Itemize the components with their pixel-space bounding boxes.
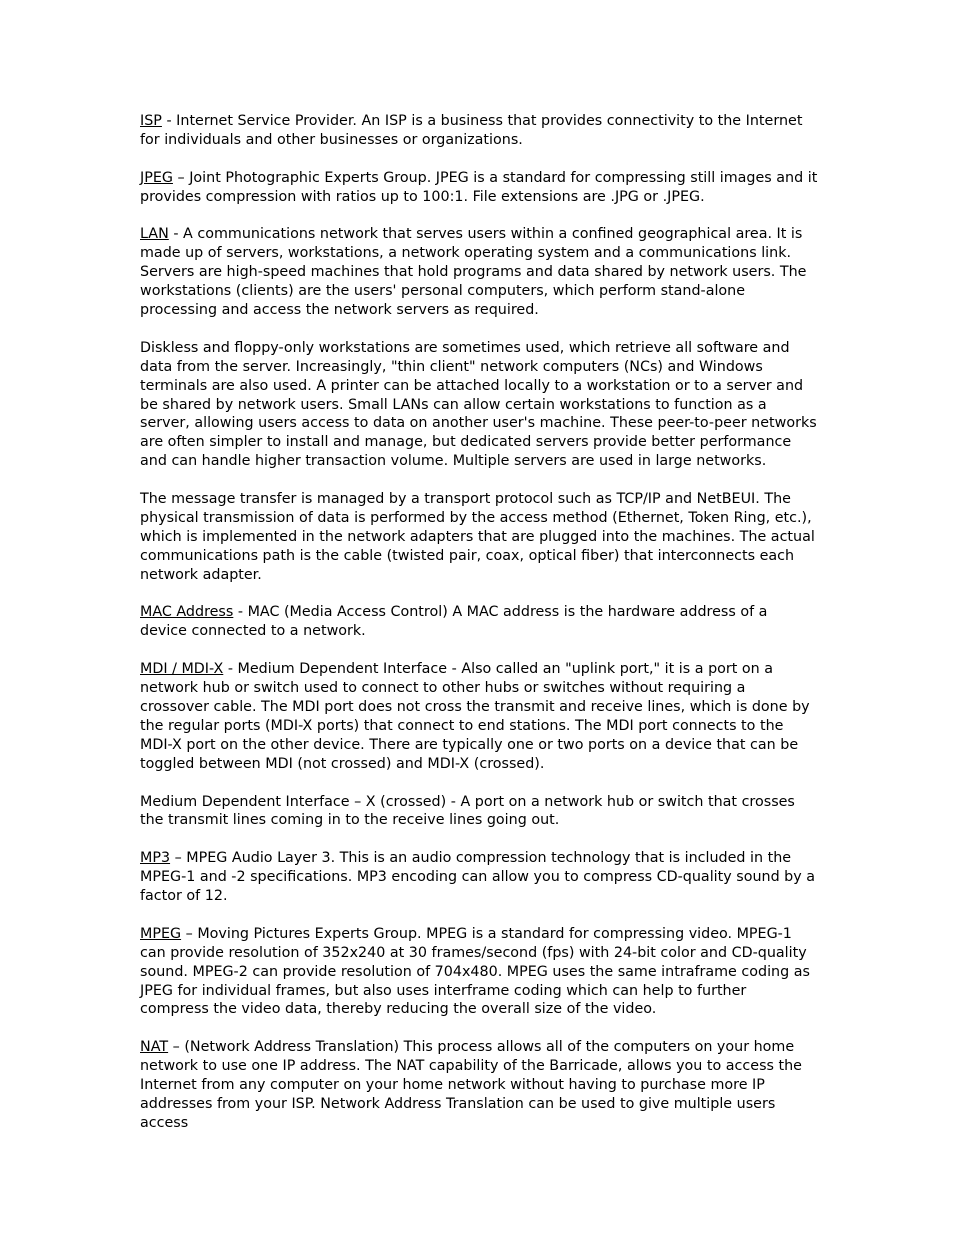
term-isp: ISP (140, 113, 162, 129)
definition-isp: - Internet Service Provider. An ISP is a business that provides connectivity to the Internet for individuals and other businesses or organizations. (140, 113, 803, 148)
term-mpeg: MPEG (140, 925, 182, 942)
term-mdi: MDI / MDI-X (140, 661, 224, 678)
glossary-entry-mdi (140, 660, 818, 773)
term-jpeg: JPEG (140, 169, 173, 186)
definition-jpeg: – Joint Photographic Experts Group. JPEG is a standard for compressing still images and it provides compression with ratios up to 100:1. File extensions are .JPG or .JPEG. (140, 169, 818, 205)
term-lan: LAN (140, 226, 169, 243)
definition-mpeg: – Moving Pictures Experts Group. MPEG is a standard for compressing video. MPEG-1 can provide resolution of 352x240 at 30 frames/second (fps) with 24-bit color and CD-quality sound. MPEG-2 can provide resolution of 704x480. MPEG uses the same intraframe coding as JPEG for individual frames, but also uses interframe coding which can help to further compress the video data, thereby reducing the overall size of the video. (140, 925, 810, 1018)
term-mac-address: MAC Address (140, 604, 234, 621)
definition-lan: - A communications network that serves users within a confined geographical area. It is made up of servers, workstations, a network operating system and a communications link. Servers are high-speed machines that hold programs and data shared by network users. The workstations (clients) are the users' personal computers, which perform stand-alone processing and access the network servers as required. (140, 226, 807, 319)
glossary-entry-jpeg (140, 169, 818, 207)
glossary-entry-isp (140, 112, 818, 150)
lan-paragraph-workstations (140, 339, 818, 471)
glossary-entry-mp3 (140, 849, 818, 906)
definition-nat: – (Network Address Translation) This process allows all of the computers on your home network to use one IP address. The NAT capability of the Barricade, allows you to access the Internet from any computer on your home network without having to purchase more IP addresses from your ISP. Network Address Translation can be used to give multiple users access (140, 1039, 802, 1131)
glossary-entry-lan (140, 225, 818, 320)
mdi-x-paragraph (140, 793, 818, 831)
lan-workstations-text: Diskless and floppy-only workstations are sometimes used, which retrieve all software and data from the server. Increasingly, "thin client" network computers (NCs) and Windows terminals are also used. A printer can be attached locally to a workstation or to a server and be shared by network users. Small LANs can allow certain workstations to function as a server, allowing users access to data on another user's machine. These peer-to-peer networks are often simpler to install and manage, but dedicated servers provide better performance and can handle higher transaction volume. Multiple servers are used in large networks. (140, 339, 817, 470)
glossary-entry-nat (140, 1038, 818, 1133)
definition-mac-address: - MAC (Media Access Control) A MAC address is the hardware address of a device connected to a network. (140, 604, 768, 640)
term-nat: NAT (140, 1039, 169, 1056)
glossary-entry-mac-address (140, 603, 818, 641)
glossary-entry-mpeg (140, 925, 818, 1020)
definition-mdi: - Medium Dependent Interface - Also called an "uplink port," it is a port on a network hub or switch used to connect to other hubs or switches without requiring a crossover cable. The MDI port does not cross the transmit and receive lines, which is done by the regular ports (MDI-X ports) that connect to end stations. The MDI port connects to the MDI-X port on the other device. There are typically one or two ports on a device that can be toggled between MDI (not crossed) and MDI-X (crossed). (140, 661, 810, 772)
definition-mp3: – MPEG Audio Layer 3. This is an audio compression technology that is included in the MPEG-1 and -2 specifications. MP3 encoding can allow you to compress CD-quality sound by a factor of 12. (140, 850, 816, 905)
glossary-page (140, 112, 818, 1152)
term-mp3: MP3 (140, 850, 171, 867)
lan-transfer-text: The message transfer is managed by a transport protocol such as TCP/IP and NetBEUI. The physical transmission of data is performed by the access method (Ethernet, Token Ring, etc.), which is implemented in the network adapters that are plugged into the machines. The actual communications path is the cable (twisted pair, coax, optical fiber) that interconnects each network adapter. (140, 491, 815, 583)
mdi-x-text: Medium Dependent Interface – X (crossed) - A port on a network hub or switch that crosses the transmit lines coming in to the receive lines going out. (140, 793, 795, 829)
lan-paragraph-transfer (140, 490, 818, 585)
